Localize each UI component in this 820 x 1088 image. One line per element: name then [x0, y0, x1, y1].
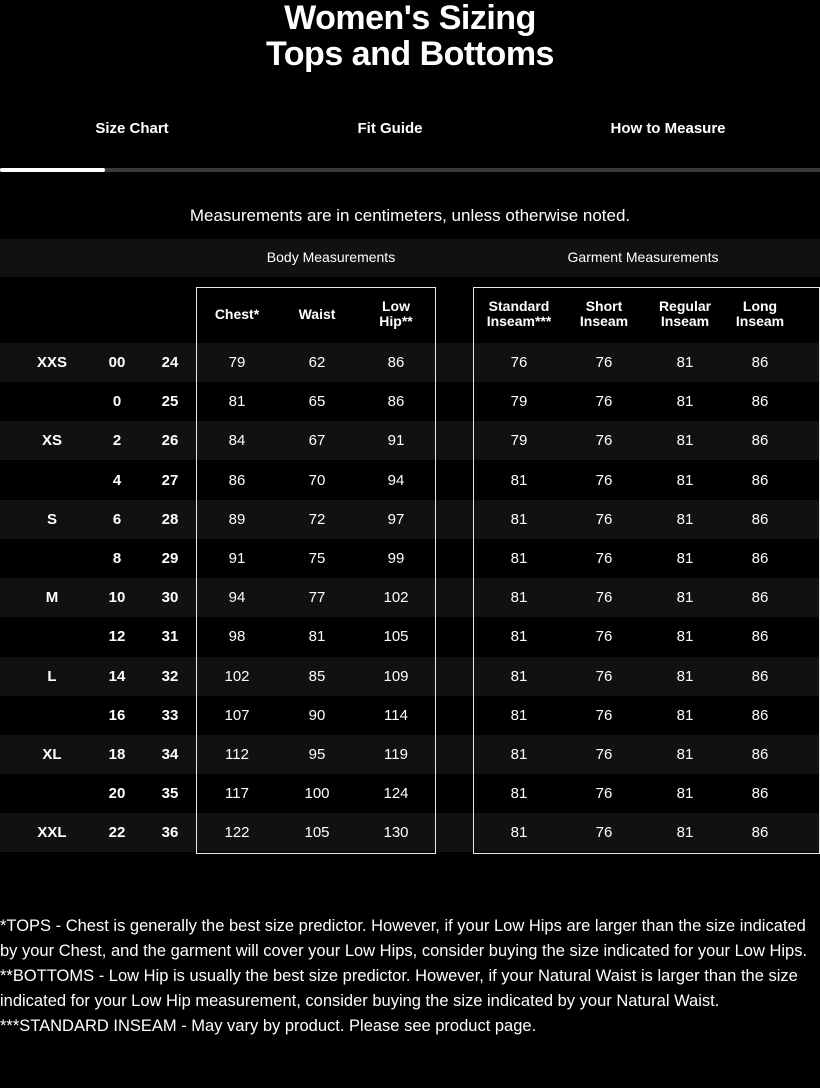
tab-indicator-track: [0, 168, 820, 172]
table-cell: 86: [387, 354, 405, 371]
table-cell: 85: [308, 667, 326, 685]
page-title-line-2: Tops and Bottoms: [266, 35, 554, 73]
table-cell: 99: [387, 550, 405, 567]
table-cell: 81: [510, 667, 528, 685]
tab-fit-guide[interactable]: Fit Guide: [357, 120, 423, 137]
body-measurements-box: [196, 287, 436, 854]
footnote-inseam: ***STANDARD INSEAM - May vary by product. Please see product page.: [0, 1017, 537, 1035]
table-cell: 98: [228, 628, 246, 646]
table-cell: 91: [228, 550, 246, 567]
table-cell: 81: [676, 393, 694, 411]
table-cell: 65: [308, 393, 326, 411]
table-cell: 36: [161, 824, 179, 842]
table-cell: 86: [751, 706, 769, 724]
table-cell: 81: [676, 432, 694, 450]
tab-indicator-active: [0, 168, 105, 172]
table-cell: 81: [676, 589, 694, 607]
table-cell: 81: [510, 628, 528, 646]
table-cell: XXL: [37, 824, 67, 842]
column-header-line: Inseam: [579, 313, 629, 329]
table-cell: 76: [595, 824, 613, 842]
table-cell: 33: [161, 706, 179, 724]
column-header-line: Inseam: [660, 313, 710, 329]
column-header: [299, 307, 336, 322]
column-header-line: Standard: [488, 298, 550, 314]
table-cell: 89: [228, 510, 246, 528]
table-cell: 79: [510, 393, 528, 411]
table-cell: 81: [228, 393, 246, 411]
column-header-line: Waist: [298, 306, 336, 322]
table-cell: 95: [308, 746, 326, 763]
table-cell: 81: [510, 510, 528, 528]
table-cell: 124: [383, 785, 409, 803]
table-cell: 86: [751, 393, 769, 411]
table-cell: 86: [751, 471, 769, 489]
table-cell: 12: [108, 628, 126, 646]
table-cell: 81: [676, 667, 694, 685]
table-cell: 81: [676, 550, 694, 567]
page-title: [0, 0, 820, 72]
table-cell: 76: [595, 471, 613, 489]
table-cell: 0: [112, 393, 122, 411]
table-cell: 81: [676, 628, 694, 646]
table-cell: 2: [112, 432, 122, 450]
table-cell: 76: [595, 550, 613, 567]
table-cell: 76: [595, 785, 613, 803]
table-cell: 67: [308, 432, 326, 450]
tab-list: [0, 120, 820, 140]
table-cell: 76: [595, 432, 613, 450]
table-cell: 10: [108, 589, 126, 607]
table-cell: 105: [383, 628, 409, 646]
table-cell: 109: [383, 667, 409, 685]
table-cell: 6: [112, 510, 122, 528]
table-cell: 72: [308, 510, 326, 528]
column-header: [580, 299, 628, 329]
table-cell: 25: [161, 393, 179, 411]
table-cell: 97: [387, 510, 405, 528]
table-cell: 102: [224, 667, 250, 685]
column-header-line: Chest*: [214, 306, 260, 322]
table-cell: 119: [384, 746, 408, 763]
table-cell: 76: [595, 393, 613, 411]
table-cell: 16: [108, 706, 126, 724]
table-cell: 62: [308, 354, 326, 371]
table-cell: 86: [751, 667, 769, 685]
table-cell: 76: [510, 354, 528, 371]
tab-how-to-measure[interactable]: How to Measure: [610, 120, 726, 137]
table-cell: 86: [751, 746, 769, 763]
table-cell: 86: [751, 432, 769, 450]
table-cell: 79: [228, 354, 246, 371]
table-cell: 81: [510, 471, 528, 489]
garment-measurements-box: [473, 287, 820, 854]
table-cell: 27: [161, 471, 179, 489]
table-cell: 105: [304, 824, 330, 842]
table-cell: M: [45, 589, 59, 607]
table-cell: 24: [161, 354, 179, 371]
column-header-line: Long: [742, 298, 778, 314]
column-header-line: Low: [381, 298, 410, 314]
table-cell: 70: [308, 471, 326, 489]
table-cell: 76: [595, 667, 613, 685]
table-cell: 81: [510, 785, 528, 803]
table-cell: 18: [108, 746, 126, 763]
column-header: [736, 299, 784, 329]
table-cell: 86: [751, 824, 769, 842]
table-cell: 90: [308, 706, 326, 724]
table-cell: 81: [676, 706, 694, 724]
footnotes: [0, 914, 820, 1039]
table-cell: 35: [161, 785, 179, 803]
table-cell: S: [46, 510, 58, 528]
table-cell: 81: [510, 550, 528, 567]
table-cell: 00: [108, 354, 126, 371]
footnote-tops: *TOPS - Chest is generally the best size predictor. However, if your Low Hips are larger than the size indicated by your Chest, and the garment will cover your Low Hips, consider buying the size indicated for your Low Hips.: [0, 917, 808, 960]
table-cell: XXS: [36, 354, 68, 371]
table-cell: 4: [112, 471, 122, 489]
table-cell: 86: [751, 510, 769, 528]
column-header: [659, 299, 711, 329]
column-header: [215, 307, 259, 322]
table-cell: 76: [595, 706, 613, 724]
column-header: [379, 299, 412, 329]
column-header: [487, 299, 552, 329]
table-cell: 107: [224, 706, 250, 724]
table-cell: 81: [510, 746, 528, 763]
table-cell: 81: [676, 824, 694, 842]
table-cell: 94: [387, 471, 405, 489]
units-note: Measurements are in centimeters, unless otherwise noted.: [189, 206, 631, 225]
table-cell: 86: [751, 550, 769, 567]
garment-measurements-heading: Garment Measurements: [567, 249, 719, 265]
table-cell: 86: [751, 589, 769, 607]
table-cell: 30: [161, 589, 179, 607]
table-cell: 81: [510, 824, 528, 842]
table-cell: 86: [751, 354, 769, 371]
column-header-line: Hip**: [379, 313, 413, 329]
table-cell: L: [47, 667, 57, 685]
table-cell: 34: [161, 746, 179, 763]
table-cell: 122: [224, 824, 250, 842]
table-cell: 94: [228, 589, 246, 607]
table-cell: 76: [595, 746, 613, 763]
footnote-bottoms: **BOTTOMS - Low Hip is usually the best size predictor. However, if your Natural Waist is larger than the size indicated for your Low Hip measurement, consider buying the size indicated by your Natural Waist.: [0, 967, 798, 1010]
table-cell: 81: [676, 510, 694, 528]
table-cell: 81: [510, 706, 528, 724]
table-cell: 81: [308, 628, 326, 646]
table-cell: 91: [387, 432, 405, 450]
table-cell: XL: [42, 746, 62, 763]
column-header-line: Regular: [658, 298, 712, 314]
table-cell: 100: [304, 785, 330, 803]
table-cell: 86: [387, 393, 405, 411]
table-cell: 77: [308, 589, 326, 607]
table-cell: 86: [751, 785, 769, 803]
table-cell: 81: [676, 471, 694, 489]
table-cell: 86: [228, 471, 246, 489]
column-header-line: Inseam: [735, 313, 785, 329]
table-cell: 86: [751, 628, 769, 646]
table-cell: 20: [108, 785, 126, 803]
table-cell: 76: [595, 354, 613, 371]
table-cell: 75: [308, 550, 326, 567]
table-cell: 81: [510, 589, 528, 607]
tab-size-chart[interactable]: Size Chart: [95, 120, 169, 137]
body-measurements-heading: Body Measurements: [266, 249, 396, 265]
column-header-line: Inseam***: [486, 313, 552, 329]
table-cell: 26: [161, 432, 179, 450]
table-cell: XS: [41, 432, 63, 450]
table-cell: 76: [595, 589, 613, 607]
table-cell: 81: [676, 354, 694, 371]
page-title-line-1: Women's Sizing: [284, 0, 536, 37]
table-cell: 84: [228, 432, 246, 450]
table-cell: 76: [595, 628, 613, 646]
table-cell: 14: [108, 667, 126, 685]
table-cell: 81: [676, 746, 694, 763]
table-cell: 130: [383, 824, 409, 842]
table-cell: 76: [595, 510, 613, 528]
column-header-line: Short: [585, 298, 623, 314]
table-cell: 117: [225, 785, 249, 803]
table-cell: 29: [161, 550, 179, 567]
table-cell: 8: [112, 550, 122, 567]
table-cell: 112: [225, 746, 249, 763]
table-cell: 22: [108, 824, 126, 842]
table-cell: 31: [161, 628, 179, 646]
table-cell: 79: [510, 432, 528, 450]
table-cell: 102: [383, 589, 409, 607]
table-cell: 28: [161, 510, 179, 528]
table-cell: 114: [384, 706, 408, 724]
table-cell: 81: [676, 785, 694, 803]
table-cell: 32: [161, 667, 179, 685]
